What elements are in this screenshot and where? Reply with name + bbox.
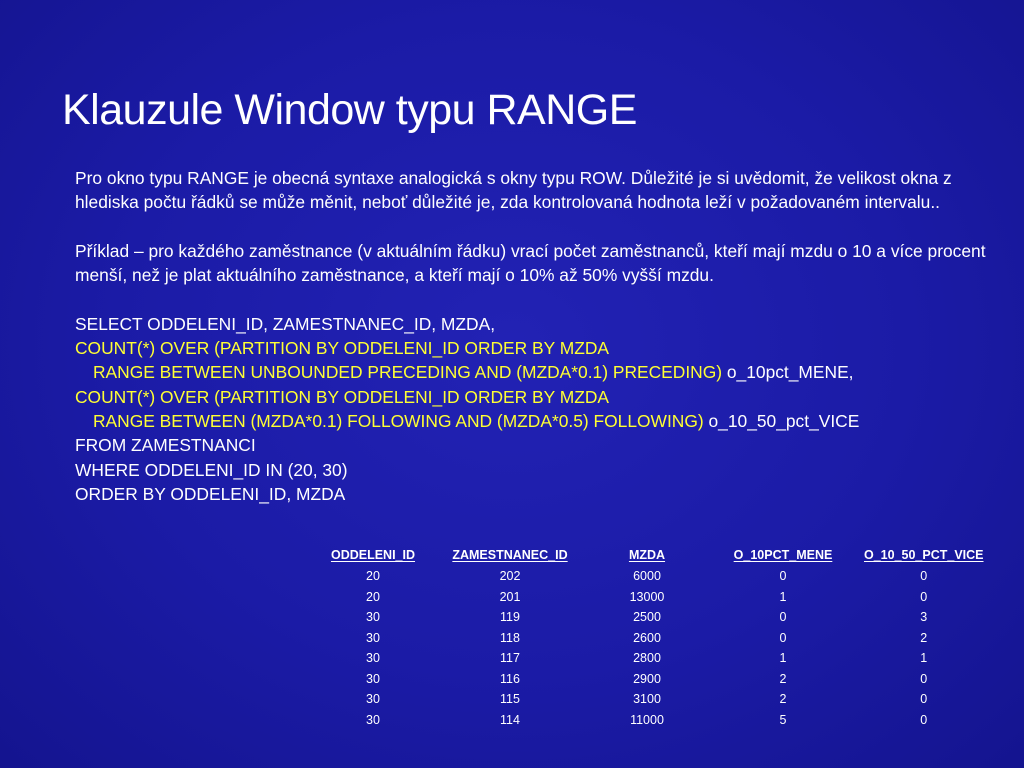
- header-zamestnanec-id: ZAMESTNANEC_ID: [452, 548, 568, 562]
- table-cell: 30: [366, 712, 380, 727]
- sql-range-1-alias: o_10pct_MENE,: [722, 362, 854, 383]
- sql-line-order: ORDER BY ODDELENI_ID, MZDA: [75, 483, 346, 504]
- table-cell: 0: [779, 610, 787, 625]
- table-cell: 119: [500, 610, 520, 625]
- table-cell: 2500: [633, 610, 661, 625]
- slide-title: Klauzule Window typu RANGE: [62, 86, 637, 134]
- table-cell: 0: [920, 569, 928, 584]
- table-cell: 20: [366, 589, 380, 604]
- table-cell: 0: [779, 569, 787, 584]
- sql-line-range-2: [75, 409, 995, 433]
- sql-line-from: FROM ZAMESTNANCI: [75, 435, 256, 456]
- table-row: [318, 710, 984, 731]
- sql-line-count-1: COUNT(*) OVER (PARTITION BY ODDELENI_ID ORDER BY MZDA: [75, 338, 610, 359]
- table-cell: 2: [920, 630, 928, 645]
- sql-line-range-1: [75, 360, 995, 384]
- table-cell: 1: [779, 651, 787, 666]
- table-cell: 6000: [633, 569, 661, 584]
- table-cell: 5: [779, 712, 787, 727]
- table-cell: 3100: [633, 692, 661, 707]
- table-cell: 2600: [633, 630, 661, 645]
- table-cell: 0: [920, 671, 928, 686]
- result-table-header-row: [318, 544, 984, 566]
- table-cell: 30: [366, 671, 380, 686]
- table-cell: 13000: [629, 589, 665, 604]
- table-cell: 2800: [633, 651, 661, 666]
- sql-line-select: SELECT ODDELENI_ID, ZAMESTNANEC_ID, MZDA,: [75, 313, 496, 334]
- table-cell: 2: [779, 671, 787, 686]
- table-cell: 20: [366, 569, 380, 584]
- table-row: [318, 628, 984, 649]
- table-row: [318, 648, 984, 669]
- table-cell: 11000: [630, 712, 664, 727]
- sql-line-where: WHERE ODDELENI_ID IN (20, 30): [75, 459, 348, 480]
- table-row: [318, 587, 984, 608]
- header-mzda: MZDA: [628, 548, 666, 562]
- intro-paragraph: Pro okno typu RANGE je obecná syntaxe analogická s okny typu ROW. Důležité je si uvědomit, že velikost okna z hlediska počtu řádků se může měnit, neboť důležité je, zda kontrolovaná hodnota leží v požadovaném intervalu..: [75, 168, 952, 213]
- sql-line-count-2: COUNT(*) OVER (PARTITION BY ODDELENI_ID ORDER BY MZDA: [75, 386, 610, 407]
- result-table-body: [318, 566, 984, 730]
- table-cell: 0: [779, 630, 787, 645]
- table-row: [318, 689, 984, 710]
- table-cell: 30: [366, 610, 380, 625]
- table-cell: 114: [500, 712, 520, 727]
- table-cell: 0: [920, 712, 928, 727]
- header-oddeleni-id: ODDELENI_ID: [330, 548, 416, 562]
- table-cell: 2900: [633, 671, 661, 686]
- header-o-10-50-pct-vice: O_10_50_PCT_VICE: [864, 548, 984, 562]
- table-row: [318, 566, 984, 587]
- table-cell: 2: [779, 692, 787, 707]
- table-cell: 1: [779, 589, 787, 604]
- table-row: [318, 607, 984, 628]
- table-cell: 116: [500, 671, 520, 686]
- sql-range-1-clause: RANGE BETWEEN UNBOUNDED PRECEDING AND (MZDA*0.1) PRECEDING): [93, 362, 723, 383]
- table-cell: 202: [499, 569, 521, 584]
- header-o-10pct-mene: O_10PCT_MENE: [733, 548, 833, 562]
- table-cell: 117: [500, 651, 520, 666]
- table-cell: 30: [366, 630, 380, 645]
- table-cell: 30: [366, 692, 380, 707]
- example-paragraph: Příklad – pro každého zaměstnance (v aktuálním řádku) vrací počet zaměstnanců, kteří mají mzdu o 10 a více procent menší, než je plat aktuálního zaměstnance, a kteří mají o 10% až 50% vyšší mzdu.: [75, 240, 986, 286]
- table-cell: 118: [500, 630, 520, 645]
- table-cell: 0: [920, 589, 928, 604]
- table-cell: 0: [920, 692, 928, 707]
- sql-range-2-alias: o_10_50_pct_VICE: [703, 410, 860, 431]
- table-cell: 1: [920, 651, 928, 666]
- result-table: [318, 544, 984, 730]
- table-cell: 115: [500, 692, 520, 707]
- table-cell: 30: [366, 651, 380, 666]
- sql-range-2-clause: RANGE BETWEEN (MZDA*0.1) FOLLOWING AND (MZDA*0.5) FOLLOWING): [93, 410, 704, 431]
- slide-body: [75, 166, 995, 506]
- table-row: [318, 669, 984, 690]
- sql-query: [75, 312, 995, 506]
- table-cell: 201: [499, 589, 521, 604]
- table-cell: 3: [920, 610, 928, 625]
